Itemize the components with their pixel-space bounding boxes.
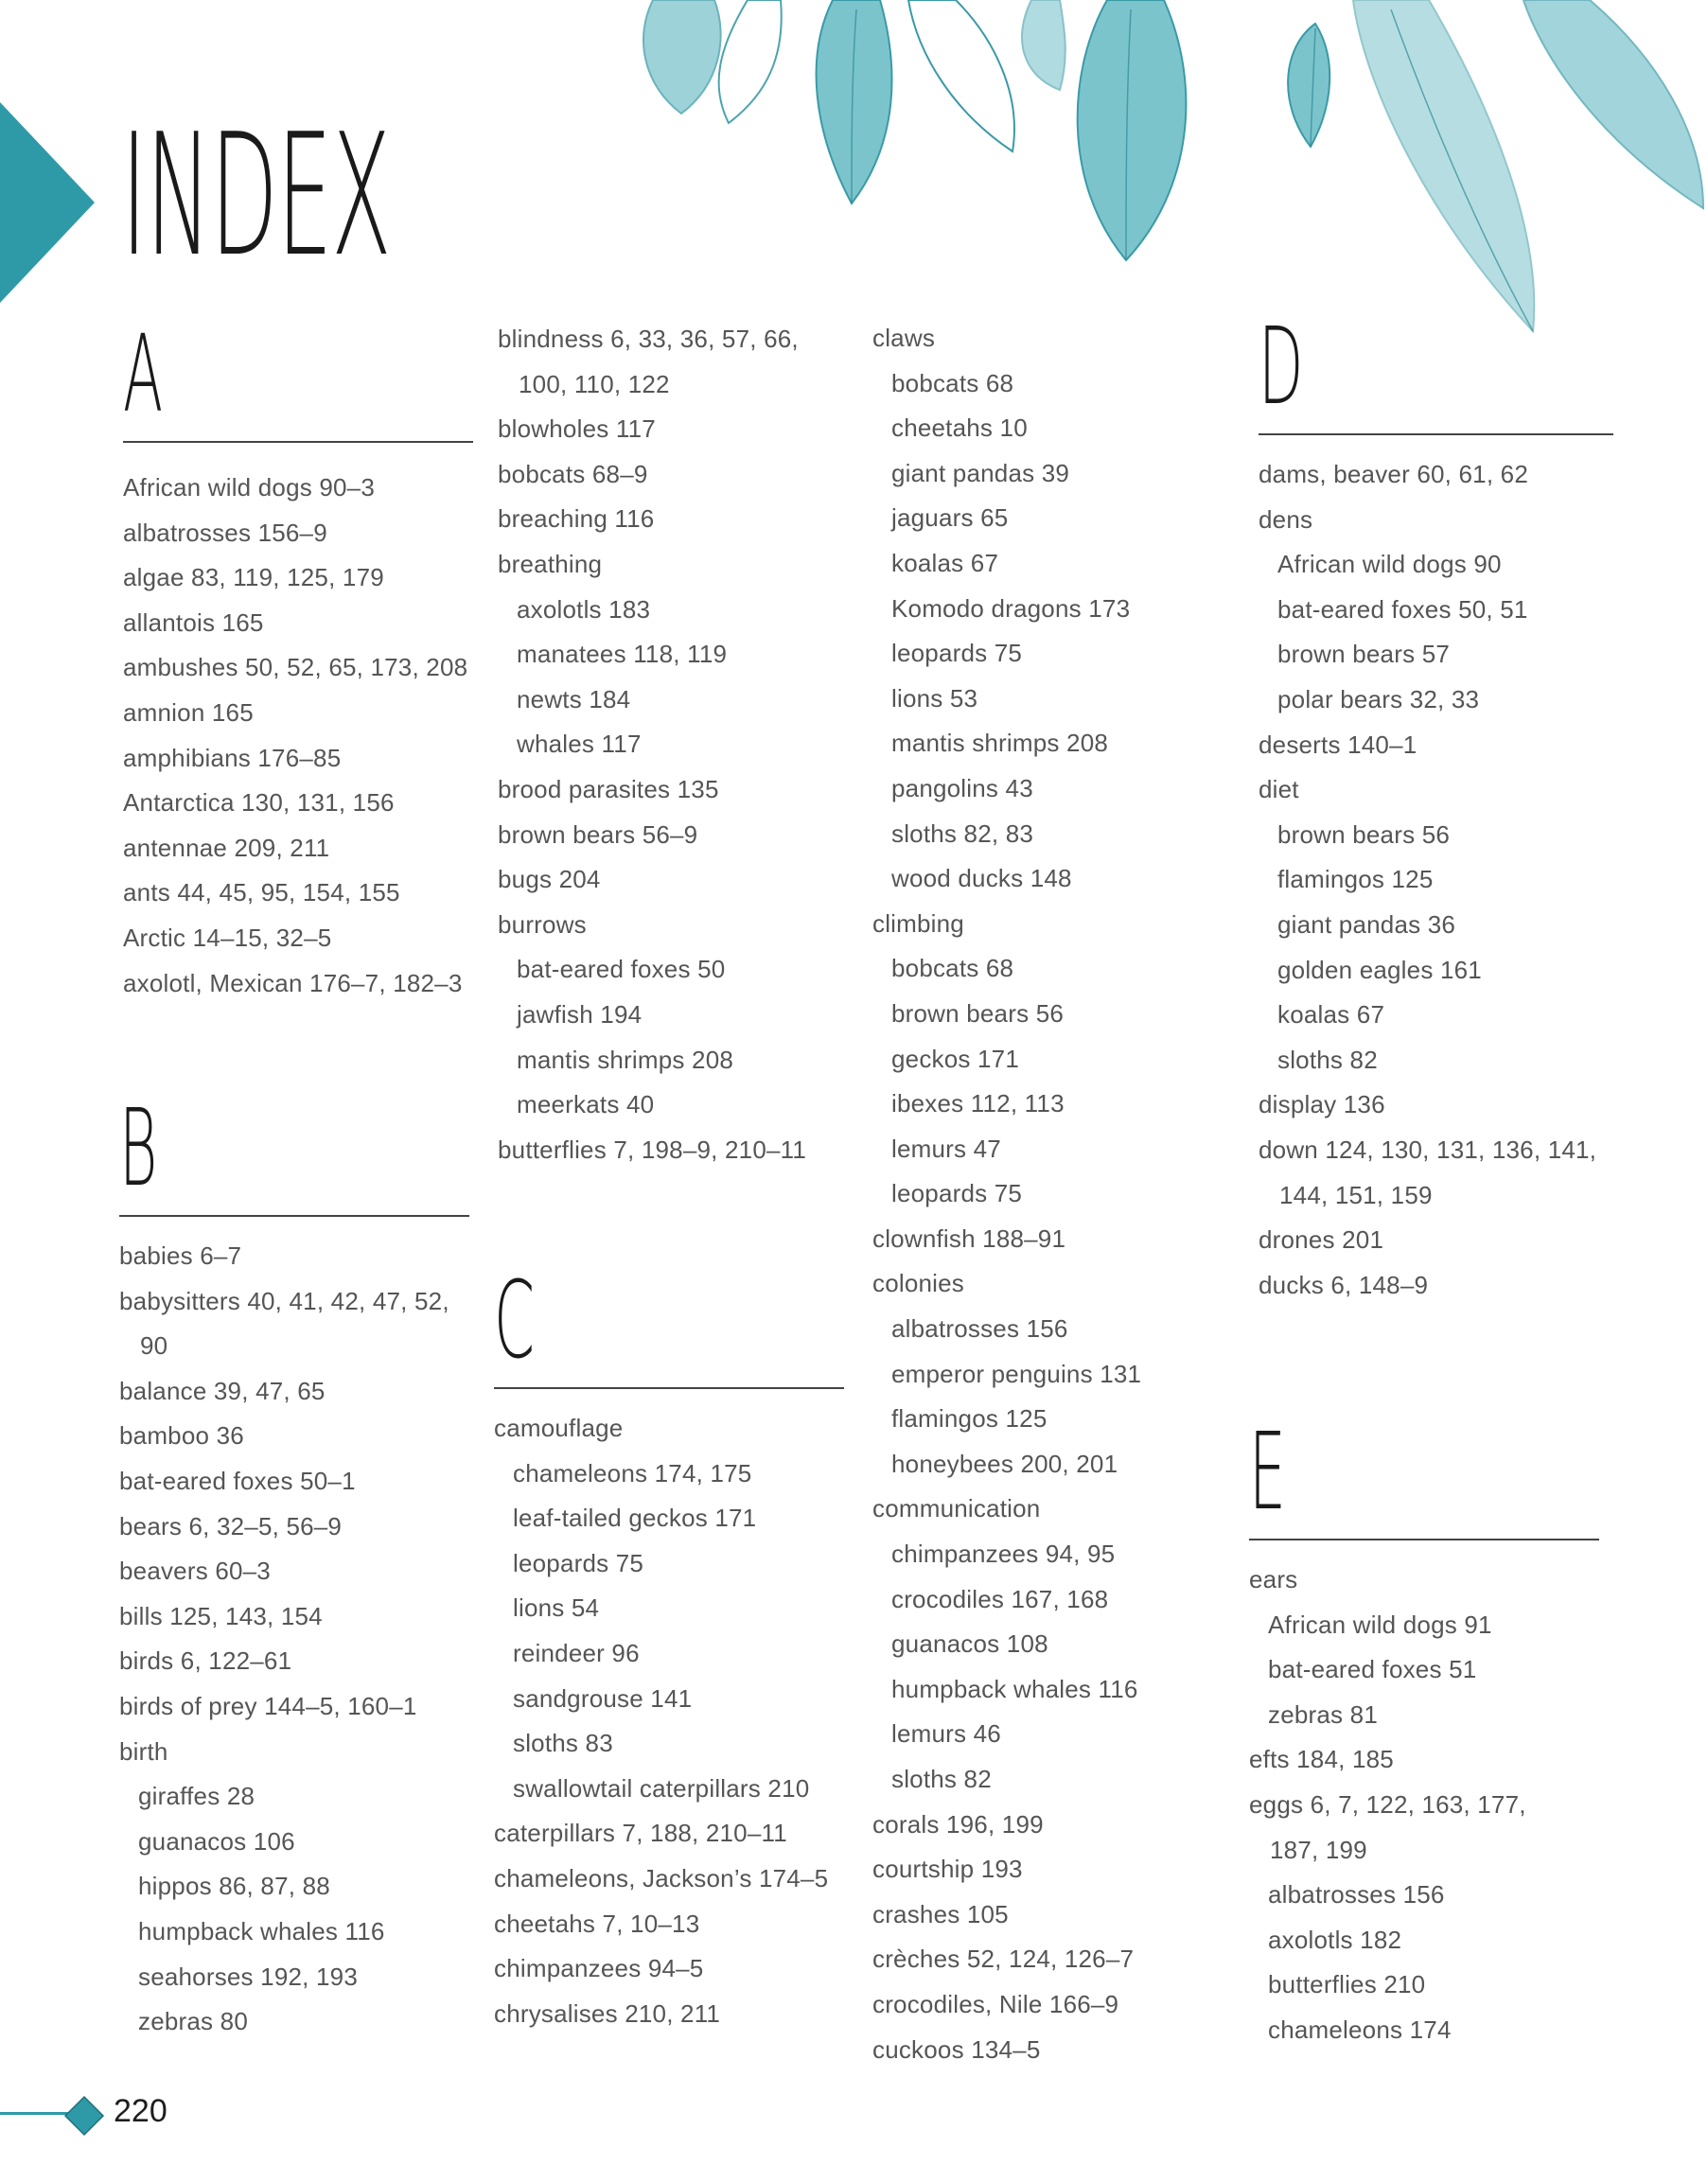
index-entry: climbing xyxy=(872,908,964,938)
index-subentry: mantis shrimps 208 xyxy=(517,1045,734,1074)
section-letter: D xyxy=(1259,306,1304,429)
index-entry-continuation: 90 xyxy=(140,1331,168,1361)
index-section-b xyxy=(119,1087,469,2045)
index-subentry: geckos 171 xyxy=(891,1044,1019,1073)
index-entry: birth xyxy=(119,1736,168,1766)
index-subentry: sloths 82, 83 xyxy=(891,818,1034,848)
index-subentry: polar bears 32, 33 xyxy=(1277,684,1480,713)
index-entry: caterpillars 7, 188, 210–11 xyxy=(494,1819,787,1848)
page-number: 220 xyxy=(114,2093,167,2129)
index-subentry: jaguars 65 xyxy=(891,503,1009,533)
index-subentry: butterflies 210 xyxy=(1268,1970,1426,1999)
index-entry: antennae 209, 211 xyxy=(123,833,330,862)
index-entry: balance 39, 47, 65 xyxy=(119,1376,326,1405)
index-entry: breathing xyxy=(498,549,603,578)
page-number-diamond-icon xyxy=(63,2095,105,2137)
index-entry-continuation: 144, 151, 159 xyxy=(1279,1180,1433,1209)
index-entry-continuation: 100, 110, 122 xyxy=(519,369,670,398)
index-subentry: giant pandas 39 xyxy=(891,458,1070,487)
index-subentry: zebras 80 xyxy=(138,2007,248,2036)
section-letter: C xyxy=(494,1259,536,1382)
index-subentry: brown bears 56 xyxy=(1277,819,1451,849)
index-subentry: chimpanzees 94, 95 xyxy=(891,1540,1116,1569)
index-entry: brood parasites 135 xyxy=(498,774,719,803)
index-subentry: sloths 83 xyxy=(513,1729,613,1758)
index-entry: efts 184, 185 xyxy=(1249,1745,1394,1774)
index-subentry: African wild dogs 90 xyxy=(1277,550,1502,579)
index-entry: cheetahs 7, 10–13 xyxy=(494,1909,700,1938)
index-entry: ducks 6, 148–9 xyxy=(1259,1270,1429,1299)
index-entry: bamboo 36 xyxy=(119,1421,244,1451)
index-entry: birds 6, 122–61 xyxy=(119,1646,292,1676)
index-entry: claws xyxy=(872,324,936,352)
index-subentry: honeybees 200, 201 xyxy=(891,1449,1118,1478)
index-subentry: African wild dogs 91 xyxy=(1268,1610,1492,1639)
section-letter: B xyxy=(119,1087,158,1210)
section-divider xyxy=(119,1215,469,1217)
index-subentry: chameleons 174 xyxy=(1268,2015,1452,2044)
footer-rule xyxy=(0,2112,68,2115)
index-subentry: giant pandas 36 xyxy=(1277,909,1456,939)
index-subentry: giraffes 28 xyxy=(138,1782,255,1811)
index-subentry: guanacos 106 xyxy=(138,1826,295,1856)
index-subentry: lions 53 xyxy=(891,683,978,713)
page-title: INDEX xyxy=(121,97,391,293)
index-subentry: chameleons 174, 175 xyxy=(513,1458,752,1487)
index-subentry: koalas 67 xyxy=(1277,1000,1385,1030)
index-entry: crocodiles, Nile 166–9 xyxy=(872,1989,1119,2018)
index-subentry: lemurs 47 xyxy=(891,1134,1001,1163)
index-subentry: swallowtail caterpillars 210 xyxy=(513,1773,810,1803)
section-letter: E xyxy=(1249,1411,1286,1534)
index-subentry: humpback whales 116 xyxy=(138,1916,385,1945)
index-subentry: koalas 67 xyxy=(891,548,999,577)
index-subentry: sloths 82 xyxy=(1277,1045,1378,1074)
index-section-c-continued xyxy=(872,316,1223,2072)
index-entry: beavers 60–3 xyxy=(119,1557,271,1586)
index-entry: colonies xyxy=(872,1269,964,1298)
index-entry: bat-eared foxes 50–1 xyxy=(119,1466,356,1495)
index-subentry: axolotls 183 xyxy=(517,594,651,624)
index-entry: burrows xyxy=(498,909,587,939)
index-entry: crèches 52, 124, 126–7 xyxy=(872,1945,1135,1974)
index-entry: clownfish 188–91 xyxy=(872,1223,1066,1253)
index-subentry: mantis shrimps 208 xyxy=(891,729,1109,758)
section-divider xyxy=(1249,1539,1599,1540)
index-subentry: manatees 118, 119 xyxy=(517,640,728,669)
index-entry: cuckoos 134–5 xyxy=(872,2034,1041,2064)
index-entry: blowholes 117 xyxy=(498,414,656,444)
index-section-b-continued xyxy=(498,317,848,1172)
index-entry: birds of prey 144–5, 160–1 xyxy=(119,1691,417,1720)
index-subentry: bobcats 68 xyxy=(891,368,1014,397)
index-subentry: reindeer 96 xyxy=(513,1638,640,1667)
index-entry: chrysalises 210, 211 xyxy=(494,1998,721,2028)
index-entry: amnion 165 xyxy=(123,697,254,727)
index-entry: bills 125, 143, 154 xyxy=(119,1601,323,1630)
index-section-e xyxy=(1249,1411,1599,2053)
index-entry: courtship 193 xyxy=(872,1855,1023,1884)
index-subentry: emperor penguins 131 xyxy=(891,1359,1142,1388)
index-entry: brown bears 56–9 xyxy=(498,819,698,849)
index-entry: dens xyxy=(1259,504,1313,534)
index-entry: ambushes 50, 52, 65, 173, 208 xyxy=(123,653,468,682)
index-entry: ears xyxy=(1249,1565,1298,1593)
index-entry: axolotl, Mexican 176–7, 182–3 xyxy=(123,968,463,997)
index-subentry: leopards 75 xyxy=(891,639,1023,668)
index-subentry: ibexes 112, 113 xyxy=(891,1089,1065,1118)
index-entry: chimpanzees 94–5 xyxy=(494,1954,704,1983)
entry-list xyxy=(494,1406,844,2036)
index-entry: drones 201 xyxy=(1259,1225,1384,1255)
index-entry: camouflage xyxy=(494,1414,624,1442)
index-entry: display 136 xyxy=(1259,1090,1385,1119)
entry-list xyxy=(1249,1558,1599,2053)
index-subentry: zebras 81 xyxy=(1268,1699,1378,1729)
index-entry: deserts 140–1 xyxy=(1259,730,1417,759)
section-letter: A xyxy=(123,313,164,436)
index-entry: crashes 105 xyxy=(872,1899,1009,1928)
index-subentry: meerkats 40 xyxy=(517,1090,655,1119)
index-subentry: hippos 86, 87, 88 xyxy=(138,1872,330,1901)
index-subentry: bat-eared foxes 50 xyxy=(517,955,726,984)
index-entry: allantois 165 xyxy=(123,607,264,637)
entry-list xyxy=(872,316,1223,2072)
index-subentry: Komodo dragons 173 xyxy=(891,593,1131,623)
section-divider xyxy=(1259,433,1613,435)
index-subentry: humpback whales 116 xyxy=(891,1674,1138,1703)
index-entry: Antarctica 130, 131, 156 xyxy=(123,788,395,818)
index-subentry: golden eagles 161 xyxy=(1277,955,1482,984)
entry-list xyxy=(119,1234,469,2045)
index-subentry: lions 54 xyxy=(513,1593,600,1623)
index-entry: bobcats 68–9 xyxy=(498,459,648,488)
index-subentry: leaf-tailed geckos 171 xyxy=(513,1504,757,1533)
index-subentry: sandgrouse 141 xyxy=(513,1683,693,1713)
index-entry: bears 6, 32–5, 56–9 xyxy=(119,1511,343,1540)
index-entry: communication xyxy=(872,1494,1041,1523)
index-subentry: brown bears 57 xyxy=(1277,640,1451,669)
index-subentry: wood ducks 148 xyxy=(891,864,1072,893)
index-entry: butterflies 7, 198–9, 210–11 xyxy=(498,1135,807,1164)
index-entry: albatrosses 156–9 xyxy=(123,518,327,547)
index-entry: diet xyxy=(1259,775,1299,804)
index-section-c xyxy=(494,1259,844,2036)
index-entry: African wild dogs 90–3 xyxy=(123,473,375,502)
index-entry: blindness 6, 33, 36, 57, 66, xyxy=(498,325,799,353)
index-entry: babysitters 40, 41, 42, 47, 52, xyxy=(119,1286,449,1315)
index-subentry: cheetahs 10 xyxy=(891,414,1028,443)
index-subentry: newts 184 xyxy=(517,684,631,713)
section-tab-triangle xyxy=(0,102,98,303)
index-subentry: bat-eared foxes 51 xyxy=(1268,1655,1477,1684)
index-subentry: whales 117 xyxy=(517,730,642,759)
index-entry: Arctic 14–15, 32–5 xyxy=(123,923,332,952)
index-entry: babies 6–7 xyxy=(119,1241,242,1270)
index-entry: breaching 116 xyxy=(498,504,655,534)
index-subentry: seahorses 192, 193 xyxy=(138,1962,358,1991)
index-subentry: axolotls 182 xyxy=(1268,1925,1402,1954)
index-subentry: flamingos 125 xyxy=(891,1404,1048,1434)
index-entry: bugs 204 xyxy=(498,865,601,894)
index-subentry: pangolins 43 xyxy=(891,773,1033,802)
index-entry: algae 83, 119, 125, 179 xyxy=(123,563,384,592)
index-section-d xyxy=(1259,306,1613,1308)
index-entry: chameleons, Jackson’s 174–5 xyxy=(494,1863,829,1892)
entry-list xyxy=(498,317,848,1172)
entry-list xyxy=(123,466,473,1006)
index-subentry: albatrosses 156 xyxy=(891,1314,1068,1344)
index-subentry: jawfish 194 xyxy=(517,999,643,1029)
index-section-a xyxy=(123,313,473,1006)
section-divider xyxy=(123,441,473,443)
index-subentry: leopards 75 xyxy=(513,1548,644,1577)
index-entry: eggs 6, 7, 122, 163, 177, xyxy=(1249,1789,1526,1819)
index-subentry: flamingos 125 xyxy=(1277,865,1434,894)
index-subentry: lemurs 46 xyxy=(891,1719,1001,1749)
index-subentry: bobcats 68 xyxy=(891,954,1014,983)
index-subentry: crocodiles 167, 168 xyxy=(891,1584,1109,1613)
index-subentry: albatrosses 156 xyxy=(1268,1880,1445,1910)
index-subentry: bat-eared foxes 50, 51 xyxy=(1277,594,1528,624)
index-subentry: guanacos 108 xyxy=(891,1629,1048,1659)
index-entry: ants 44, 45, 95, 154, 155 xyxy=(123,878,400,907)
entry-list xyxy=(1259,452,1613,1308)
index-entry: amphibians 176–85 xyxy=(123,743,342,772)
index-entry-continuation: 187, 199 xyxy=(1270,1835,1367,1864)
index-entry: corals 196, 199 xyxy=(872,1809,1044,1839)
index-subentry: brown bears 56 xyxy=(891,998,1065,1028)
index-subentry: sloths 82 xyxy=(891,1765,992,1793)
index-subentry: leopards 75 xyxy=(891,1179,1023,1208)
index-entry: dams, beaver 60, 61, 62 xyxy=(1259,460,1529,488)
index-entry: down 124, 130, 131, 136, 141, xyxy=(1259,1135,1597,1164)
section-divider xyxy=(494,1387,844,1389)
